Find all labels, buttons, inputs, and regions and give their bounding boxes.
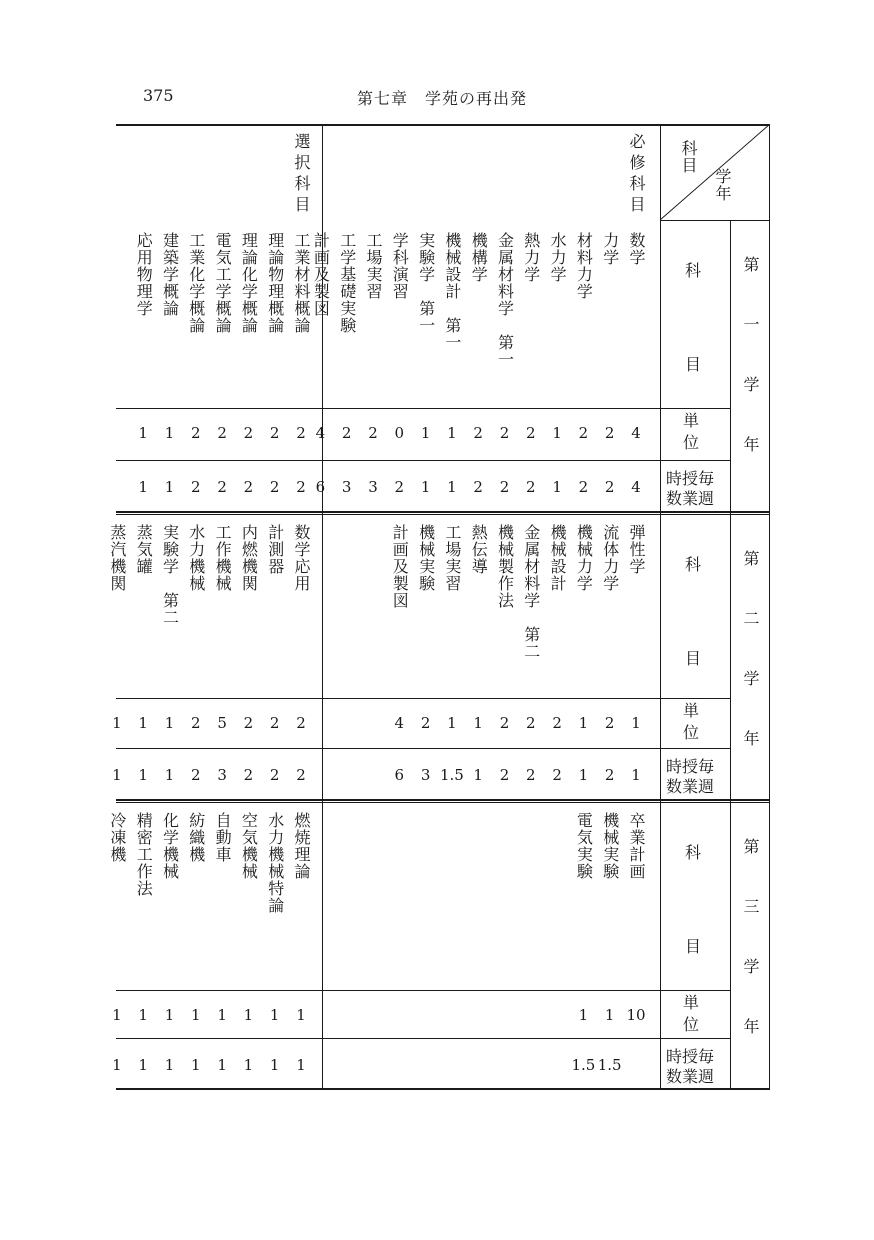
required-units-cell: 4 <box>394 714 405 732</box>
required-hours-cell: 1 <box>578 766 589 784</box>
elective-units-cell: 2 <box>217 424 227 442</box>
elective-units-cell: 1 <box>164 424 175 442</box>
required-subject-name: 卒業計画 <box>627 812 646 880</box>
year-separator <box>116 802 770 803</box>
required-subject-name: 計画及製図 <box>311 232 331 317</box>
subject-row-label-bottom: 目 <box>685 355 704 374</box>
bottom-rule <box>116 1088 770 1090</box>
elective-subject-name: 蒸汽機関 <box>107 524 127 592</box>
page-number: 375 <box>143 86 174 105</box>
required-subject-name: 工場実習 <box>442 524 462 592</box>
required-units-cell: 2 <box>578 424 589 442</box>
required-units-cell: 1 <box>604 1006 615 1024</box>
elective-hours-cell: 2 <box>243 478 254 496</box>
required-hours-cell: 2 <box>394 478 405 496</box>
subject-row-label-bottom: 目 <box>685 649 704 668</box>
required-subject-name: 水力学 <box>548 232 568 283</box>
elective-hours-cell: 2 <box>296 478 306 496</box>
hours-row-rule <box>116 1038 660 1039</box>
elective-units-cell: 2 <box>243 714 254 732</box>
units-row-label: 単位 <box>683 701 700 742</box>
required-subject-name: 金属材料学 第一 <box>495 232 515 368</box>
required-subject-name: 熱力学 <box>521 232 541 283</box>
required-units-cell: 2 <box>341 424 352 442</box>
required-subject-name: 機械製作法 <box>495 524 515 609</box>
required-hours-cell: 6 <box>394 766 405 784</box>
elective-hours-cell: 1 <box>138 478 148 496</box>
elective-units-cell: 1 <box>138 1006 148 1024</box>
elective-units-cell: 1 <box>112 1006 122 1024</box>
required-units-cell: 2 <box>604 714 615 732</box>
required-subject-name: 機械実験 <box>416 524 436 592</box>
required-hours-cell: 2 <box>552 766 562 784</box>
elective-subject-name: 工作機械 <box>213 524 233 592</box>
required-subject-name: 金属材料学 第二 <box>521 524 541 660</box>
subject-row-label-top: 科 <box>685 261 704 280</box>
elective-units-cell: 2 <box>191 714 201 732</box>
elective-units-cell: 1 <box>269 1006 280 1024</box>
required-units-cell: 2 <box>473 424 483 442</box>
elective-subject-name: 化学機械 <box>160 812 180 880</box>
elective-units-cell: 2 <box>296 714 306 732</box>
year-label: 第一学年 <box>741 256 760 496</box>
corner-subject-label: 科目 <box>679 140 698 174</box>
label-rule <box>660 460 730 461</box>
elective-hours-cell: 2 <box>296 766 306 784</box>
year-label: 第三学年 <box>741 838 760 1078</box>
required-hours-cell: 1 <box>473 766 483 784</box>
chapter-title: 第七章 学苑の再出発 <box>357 89 528 108</box>
required-units-cell: 2 <box>499 424 510 442</box>
year-label: 第二学年 <box>741 550 760 790</box>
required-hours-cell: 3 <box>341 478 352 496</box>
elective-subject-name: 空気機械 <box>239 812 259 880</box>
elective-hours-cell: 2 <box>243 766 254 784</box>
elective-subject-name: 紡織機 <box>186 812 206 863</box>
required-units-cell: 2 <box>420 714 431 732</box>
required-header: 必修科目 <box>627 133 646 217</box>
year-column-rule <box>730 220 731 1088</box>
unit-row-rule <box>116 990 660 991</box>
required-hours-cell: 2 <box>526 766 536 784</box>
elective-subject-name: 理論物理概論 <box>265 232 285 334</box>
elective-units-cell: 2 <box>243 424 254 442</box>
elective-hours-cell: 1 <box>164 766 175 784</box>
required-subject-name: 機械実験 <box>600 812 620 880</box>
required-hours-cell: 4 <box>631 478 641 496</box>
required-subject-name: 材料力学 <box>574 232 594 300</box>
elective-hours-cell: 1 <box>269 1056 280 1074</box>
required-units-cell: 4 <box>315 424 326 442</box>
required-units-cell: 0 <box>394 424 405 442</box>
elective-header: 選択科目 <box>292 133 311 217</box>
required-hours-cell: 3 <box>420 766 431 784</box>
elective-units-cell: 1 <box>112 714 122 732</box>
elective-subject-name: 理論化学概論 <box>239 232 259 334</box>
required-units-cell: 1 <box>447 714 457 732</box>
elective-subject-name: 電気工学概論 <box>213 232 233 334</box>
required-subject-name: 力学 <box>600 232 620 266</box>
subject-row-label-top: 科 <box>685 555 704 574</box>
required-subject-name: 数学 <box>627 232 646 266</box>
elective-subject-name: 自動車 <box>213 812 233 863</box>
hours-row-rule <box>116 748 660 749</box>
unit-row-rule <box>116 698 660 699</box>
elective-hours-cell: 1 <box>191 1056 201 1074</box>
required-subject-name: 熱伝導 <box>469 524 489 575</box>
label-rule <box>660 408 730 409</box>
elective-subject-name: 建築学概論 <box>160 232 180 317</box>
hours-row-label-2: 数業週 <box>666 1067 715 1086</box>
elective-subject-name: 応用物理学 <box>134 232 154 317</box>
required-hours-cell: 2 <box>604 478 615 496</box>
elective-hours-cell: 1 <box>138 766 148 784</box>
required-units-cell: 1 <box>578 1006 589 1024</box>
elective-subject-name: 精密工作法 <box>134 812 154 897</box>
elective-hours-cell: 1 <box>138 1056 148 1074</box>
elective-units-cell: 2 <box>269 424 280 442</box>
required-units-cell: 1 <box>473 714 483 732</box>
elective-hours-cell: 1 <box>243 1056 254 1074</box>
elective-hours-cell: 2 <box>191 766 201 784</box>
elective-hours-cell: 2 <box>191 478 201 496</box>
elective-units-cell: 1 <box>243 1006 254 1024</box>
required-units-cell: 1 <box>420 424 431 442</box>
required-subject-name: 学科演習 <box>390 232 410 300</box>
required-units-cell: 2 <box>604 424 615 442</box>
label-rule <box>660 990 730 991</box>
required-hours-cell: 2 <box>578 478 589 496</box>
elective-units-cell: 1 <box>217 1006 227 1024</box>
elective-units-cell: 1 <box>138 714 148 732</box>
elective-subject-name: 内燃機関 <box>239 524 259 592</box>
elective-hours-cell: 2 <box>269 766 280 784</box>
required-units-cell: 2 <box>552 714 562 732</box>
required-hours-cell: 2 <box>499 478 510 496</box>
elective-subject-name: 冷凍機 <box>107 812 127 863</box>
hours-row-label-1: 時授毎 <box>666 1047 715 1066</box>
required-units-cell: 1 <box>447 424 457 442</box>
label-rule <box>660 1038 730 1039</box>
unit-row-rule <box>116 408 660 409</box>
elective-units-cell: 1 <box>191 1006 201 1024</box>
elective-units-cell: 1 <box>164 1006 175 1024</box>
year-separator <box>116 511 770 513</box>
elective-units-cell: 1 <box>296 1006 306 1024</box>
elective-hours-cell: 1 <box>164 1056 175 1074</box>
elective-subject-name: 蒸気罐 <box>134 524 154 575</box>
elective-subject-name: 計測器 <box>265 524 285 575</box>
elective-subject-name: 水力機械 <box>186 524 206 592</box>
required-hours-cell: 1.5 <box>571 1056 596 1074</box>
required-units-cell: 1 <box>578 714 589 732</box>
elective-subject-name: 数学応用 <box>292 524 311 592</box>
elective-hours-cell: 1 <box>296 1056 306 1074</box>
elective-hours-cell: 1 <box>217 1056 227 1074</box>
required-hours-cell: 1.5 <box>439 766 464 784</box>
units-row-label: 単位 <box>683 411 700 452</box>
required-subject-name: 機械設計 <box>548 524 568 592</box>
elective-hours-cell: 1 <box>112 766 122 784</box>
elective-hours-cell: 1 <box>164 478 175 496</box>
required-subject-name: 流体力学 <box>600 524 620 592</box>
hours-row-label-2: 数業週 <box>666 777 715 796</box>
required-hours-cell: 1.5 <box>597 1056 622 1074</box>
required-subject-name: 機構学 <box>469 232 489 283</box>
required-units-cell: 2 <box>526 714 536 732</box>
hours-row-label-2: 数業週 <box>666 489 715 508</box>
right-rule <box>769 124 770 1088</box>
required-hours-cell: 3 <box>368 478 378 496</box>
elective-subject-name: 水力機械特論 <box>265 812 285 914</box>
required-units-cell: 1 <box>552 424 562 442</box>
elective-units-cell: 2 <box>269 714 280 732</box>
elective-hours-cell: 2 <box>269 478 280 496</box>
elective-subject-name: 工業化学概論 <box>186 232 206 334</box>
hours-row-rule <box>116 460 660 461</box>
required-subject-name: 機械力学 <box>574 524 594 592</box>
header-rule <box>660 220 770 221</box>
elective-units-cell: 2 <box>191 424 201 442</box>
required-hours-cell: 2 <box>604 766 615 784</box>
year-separator <box>116 514 770 515</box>
required-hours-cell: 2 <box>526 478 536 496</box>
subject-row-label-top: 科 <box>685 843 704 862</box>
units-row-label: 単位 <box>683 993 700 1034</box>
required-subject-name: 電気実験 <box>574 812 594 880</box>
required-subject-name: 計画及製図 <box>390 524 410 609</box>
required-units-cell: 2 <box>368 424 378 442</box>
required-units-cell: 1 <box>631 714 641 732</box>
corner-year-label: 学年 <box>713 168 732 202</box>
required-subject-name: 工場実習 <box>364 232 383 300</box>
required-subject-name: 実験学 第一 <box>416 232 436 334</box>
required-units-cell: 2 <box>526 424 536 442</box>
required-hours-cell: 1 <box>420 478 431 496</box>
elective-subject-name: 実験学 第二 <box>160 524 180 626</box>
elective-hours-cell: 3 <box>217 766 227 784</box>
elective-subject-name: 工業材料概論 <box>292 232 311 334</box>
year-separator <box>116 799 770 801</box>
elective-units-cell: 1 <box>164 714 175 732</box>
required-hours-cell: 6 <box>315 478 326 496</box>
elective-units-cell: 2 <box>296 424 306 442</box>
subject-row-label-bottom: 目 <box>685 937 704 956</box>
label-rule <box>660 698 730 699</box>
required-hours-cell: 1 <box>447 478 457 496</box>
elective-hours-cell: 1 <box>112 1056 122 1074</box>
required-hours-cell: 2 <box>473 478 483 496</box>
required-hours-cell: 2 <box>499 766 510 784</box>
elective-subject-name: 燃焼理論 <box>292 812 311 880</box>
required-hours-cell: 1 <box>552 478 562 496</box>
elective-units-cell: 5 <box>217 714 227 732</box>
hours-row-label-1: 時授毎 <box>666 757 715 776</box>
required-subject-name: 弾性学 <box>627 524 646 575</box>
required-units-cell: 2 <box>499 714 510 732</box>
elective-units-cell: 1 <box>138 424 148 442</box>
required-hours-cell: 1 <box>631 766 641 784</box>
required-subject-name: 機械設計 第一 <box>442 232 462 351</box>
hours-row-label-1: 時授毎 <box>666 469 715 488</box>
label-rule <box>660 748 730 749</box>
label-column-rule <box>660 124 661 1088</box>
required-subject-name: 工学基礎実験 <box>337 232 357 334</box>
required-units-cell: 10 <box>626 1006 646 1024</box>
required-units-cell: 4 <box>631 424 641 442</box>
elective-hours-cell: 2 <box>217 478 227 496</box>
